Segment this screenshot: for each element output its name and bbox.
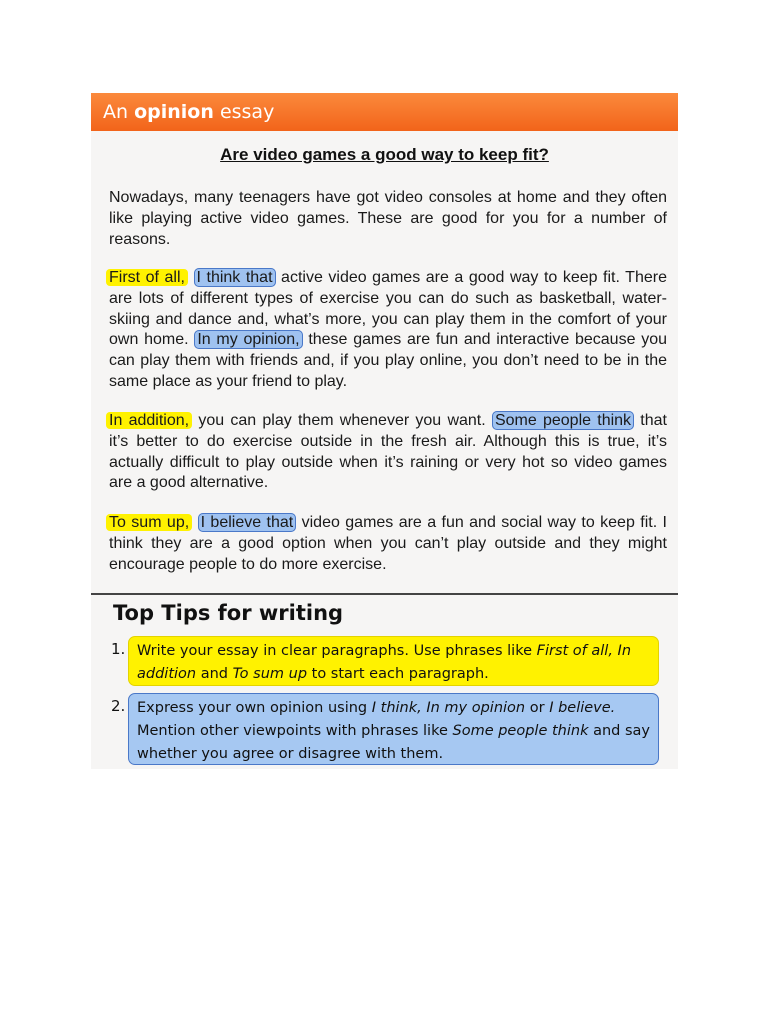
tip-box-2: Express your own opinion using I think, In my opinion or I believe. Mention other viewpoints with phrases like Some people think and say whether you agree or disagree with them. [128,693,659,765]
highlight-i-believe-that: I believe that [198,513,297,532]
tips-title: Top Tips for writing [113,601,344,625]
paragraph-second: In addition, you can play them whenever you want. Some people think that it’s better to do exercise outside in the fresh air. Although this is true, it’s actually difficult to play outside when it’s raining or very hot so video games are a good alternative. [109,411,667,494]
opinion-essay-card [91,93,678,769]
highlight-in-my-opinion: In my opinion, [194,330,302,349]
header-banner [91,93,678,131]
highlight-to-sum-up: To sum up, [106,514,192,531]
tip-box-1: Write your essay in clear paragraphs. Use phrases like First of all, In addition and To sum up to start each paragraph. [128,636,659,686]
section-divider [91,593,678,595]
header-title: An opinion essay [103,101,275,123]
paragraph-first: First of all, I think that active video games are a good way to keep fit. There are lots of different types of exercise you can do such as basketball, water-skiing and dance and, what’s more, you can play them in the comfort of your own home. In my opinion, these games are fun and interactive because you can play them with friends and, if you play online, you don’t need to be in the same place as your friend to play. [109,268,667,393]
paragraph-intro: Nowadays, many teenagers have got video consoles at home and they often like playing active video games. These are good for you for a number of reasons. [109,189,667,248]
tip-number-2: 2. [111,697,126,715]
paragraph-conclusion: To sum up, I believe that video games are a fun and social way to keep fit. I think they are a good option when you can’t play outside and they might encourage people to do more exercise. [109,513,667,575]
highlight-first-of-all: First of all, [106,269,188,286]
highlight-in-addition: In addition, [106,412,192,429]
highlight-i-think-that: I think that [194,268,276,287]
highlight-some-people-think: Some people think [492,411,634,430]
tip-number-1: 1. [111,640,126,658]
essay-title: Are video games a good way to keep fit? [220,145,549,164]
